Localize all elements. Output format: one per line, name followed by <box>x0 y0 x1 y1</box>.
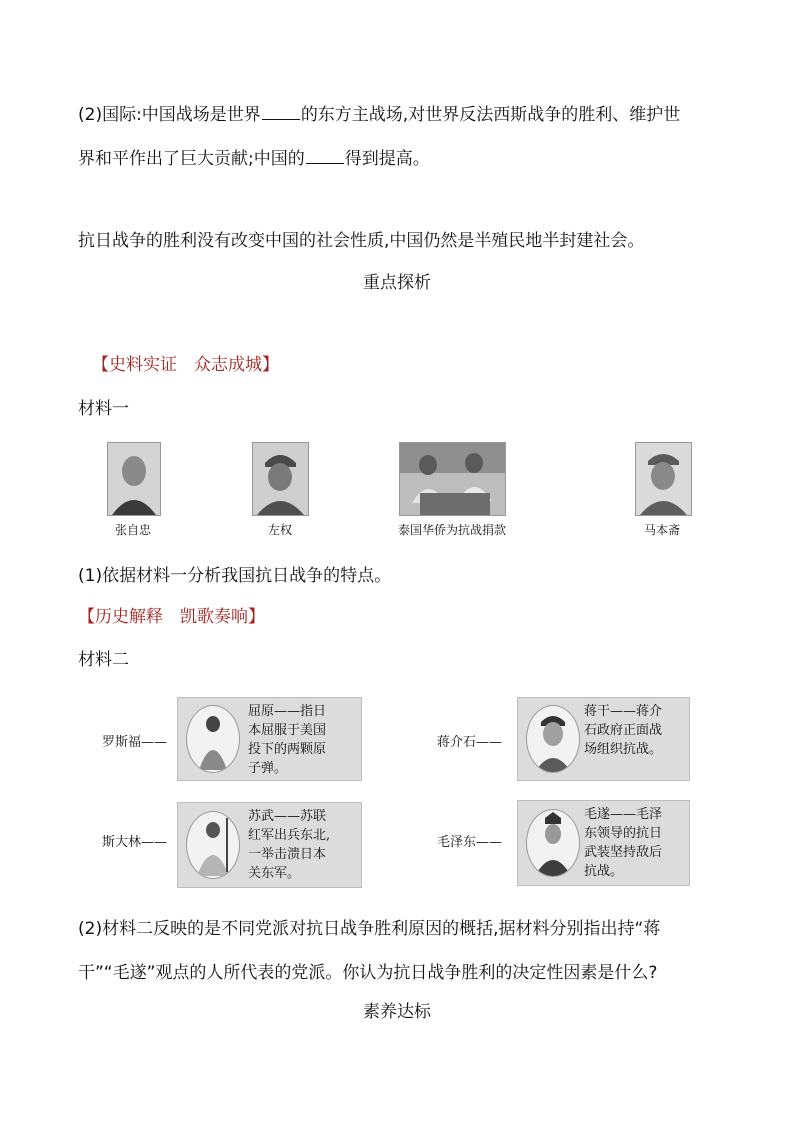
question-2-line-1: (2)材料二反映的是不同党派对抗日战争胜利原因的概括,据材料分别指出持“蒋 <box>78 919 661 939</box>
card-text-line: 毛遂——毛泽 <box>584 807 663 822</box>
card-text-line: 武装坚持敌后 <box>584 845 663 860</box>
card-text <box>584 702 662 759</box>
photo-caption: 马本斋 <box>643 523 680 537</box>
section-heading-key-analysis: 重点探析 <box>363 273 431 293</box>
text-fragment: 的东方主战场,对世界反法西斯战争的胜利、维护世 <box>300 105 681 125</box>
card-text-line: 本屈服于美国 <box>248 723 327 738</box>
note-paragraph: 抗日战争的胜利没有改变中国的社会性质,中国仍然是半殖民地半封建社会。 <box>78 231 645 251</box>
portrait-mao-sui-icon <box>526 809 580 877</box>
card-left-label: 斯大林—— <box>102 835 168 850</box>
card-text <box>584 805 662 881</box>
card-text-line: 红军出兵东北, <box>248 828 331 843</box>
portrait-photo-zhang-zizhong <box>107 442 161 516</box>
card-text-line: 蒋干——蒋介 <box>584 704 663 719</box>
photo-caption: 张自忠 <box>114 523 151 537</box>
question-1: (1)依据材料一分析我国抗日战争的特点。 <box>78 566 392 586</box>
card-text-line: 投下的两颗原 <box>248 742 327 757</box>
photo-caption: 左权 <box>267 523 292 537</box>
question-2-line-2: 干”“毛遂”观点的人所代表的党派。你认为抗日战争胜利的决定性因素是什么? <box>78 963 658 983</box>
section-tag-historical-explanation: 【历史解释 凯歌奏响】 <box>78 607 265 627</box>
card-left-label: 罗斯福—— <box>102 735 168 750</box>
portrait-su-wu-icon <box>186 811 240 879</box>
fill-blank <box>262 104 300 120</box>
photo-thai-overseas-chinese-donation <box>399 442 506 516</box>
card-text-line: 抗战。 <box>584 864 624 879</box>
card-text-line: 苏武——苏联 <box>248 809 327 824</box>
section-tag-historical-evidence: 【史料实证 众志成城】 <box>92 355 279 375</box>
card-text <box>248 702 326 778</box>
fill-blank <box>306 148 344 164</box>
card-text-line: 屈原——指日 <box>248 704 327 719</box>
card-text-line: 场组织抗战。 <box>584 742 663 757</box>
card-text-line: 子弹。 <box>248 761 288 776</box>
text-fragment: (2)国际:中国战场是世界 <box>78 105 261 125</box>
card-text-line: 石政府正面战 <box>584 723 663 738</box>
explanation-card-mao-sui <box>517 800 690 886</box>
portrait-photo-ma-benzhai <box>635 442 692 516</box>
card-left-label: 毛泽东—— <box>437 835 503 850</box>
card-text-line: 一举击溃日本 <box>248 847 327 862</box>
material-2-label: 材料二 <box>78 650 129 670</box>
card-left-label: 蒋介石—— <box>437 735 503 750</box>
text-fragment: 界和平作出了巨大贡献;中国的 <box>78 149 305 169</box>
card-text <box>248 807 330 883</box>
photo-caption: 泰国华侨为抗战捐款 <box>397 523 506 537</box>
section-heading-literacy: 素养达标 <box>363 1002 431 1022</box>
paragraph-line-2 <box>78 148 430 170</box>
portrait-photo-zuo-quan <box>252 442 309 516</box>
material-1-label: 材料一 <box>78 399 129 419</box>
card-text-line: 东领导的抗日 <box>584 826 663 841</box>
card-text-line: 关东军。 <box>248 866 301 881</box>
text-fragment: 得到提高。 <box>344 149 430 169</box>
portrait-qu-yuan-icon <box>186 705 240 773</box>
paragraph-line-1 <box>78 104 680 126</box>
explanation-card-qu-yuan <box>177 697 362 781</box>
explanation-card-su-wu <box>177 802 362 888</box>
portrait-jiang-gan-icon <box>526 705 580 773</box>
explanation-card-jiang-gan <box>517 697 690 781</box>
